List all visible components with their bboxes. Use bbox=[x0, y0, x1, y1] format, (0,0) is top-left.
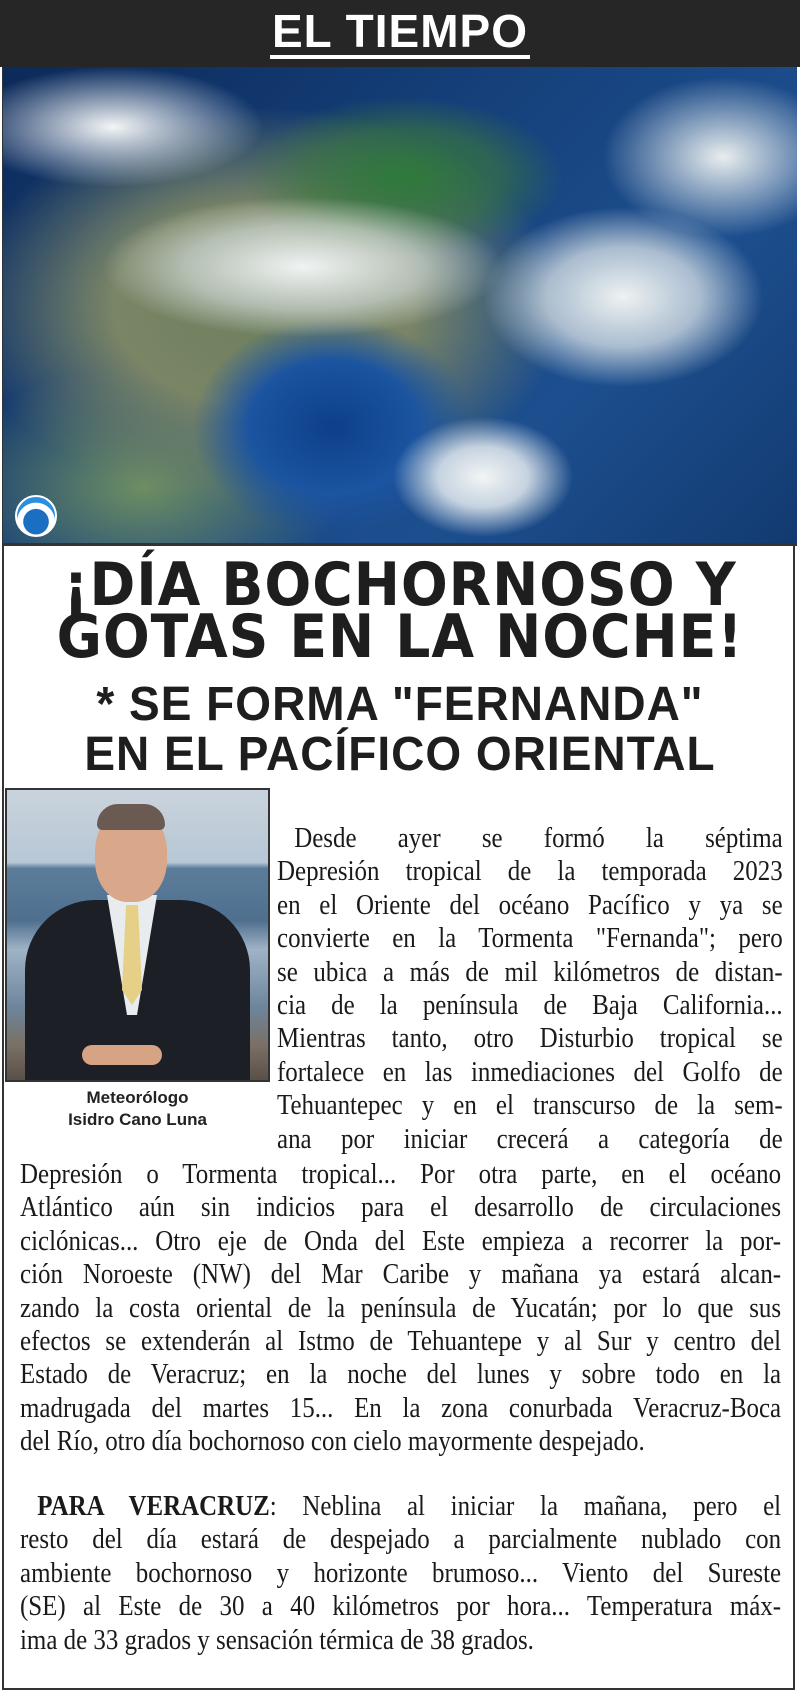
subheadline-line-2: EN EL PACÍFICO ORIENTAL bbox=[84, 725, 716, 781]
subheadline-line-1: * SE FORMA "FERNANDA" bbox=[96, 675, 704, 731]
article-line: resto del día estará de despejado a parcialmente nublado con bbox=[20, 1523, 782, 1556]
article-line: Depresión tropical de la temporada 2023 bbox=[277, 855, 783, 888]
meteorologist-photo bbox=[5, 788, 270, 1082]
article-column-text bbox=[277, 822, 800, 1156]
article-line: PARA VERACRUZ: Neblina al iniciar la mañana, pero el bbox=[37, 1490, 782, 1522]
article-line: Depresión o Tormenta tropical... Por otra parte, en el océano bbox=[20, 1158, 782, 1190]
article-line: Estado de Veracruz; en la noche del lunes y sobre todo en la bbox=[20, 1358, 782, 1391]
article-line: efectos se extenderán al Istmo de Tehuantepe y al Sur y centro del bbox=[20, 1324, 782, 1357]
article-line: ciclónicas... Otro eje de Onda del Este empieza a recorrer la por- bbox=[20, 1224, 782, 1257]
article-line: Tehuantepec y en el transcurso de la sem- bbox=[277, 1089, 783, 1122]
photo-caption-title: Meteorólogo bbox=[86, 1088, 189, 1107]
article-line: ana por iniciar crecerá a categoría de bbox=[277, 1122, 783, 1155]
article-line: convierte en la Tormenta "Fernanda"; pero bbox=[277, 922, 783, 955]
article-line: Desde ayer se formó la séptima bbox=[294, 822, 783, 854]
section-header bbox=[0, 0, 800, 67]
satellite-image bbox=[3, 67, 797, 546]
veracruz-lead: PARA VERACRUZ bbox=[37, 1490, 270, 1522]
article-line: ima de 33 grados y sensación térmica de 38 grados. bbox=[20, 1623, 534, 1656]
article-line: madrugada del martes 15... En la zona conurbada Veracruz-Boca bbox=[20, 1391, 782, 1424]
article-line: (SE) al Este de 30 a 40 kilómetros por hora... Temperatura máx- bbox=[20, 1590, 782, 1623]
article-line: se ubica a más de mil kilómetros de distan- bbox=[277, 955, 783, 988]
headline-line-1: ¡DÍA BOCHORNOSO Y bbox=[63, 550, 737, 620]
veracruz-forecast-text bbox=[20, 1490, 800, 1657]
article-line: en el Oriente del océano Pacífico y ya se bbox=[277, 888, 783, 921]
noaa-logo-icon bbox=[15, 495, 57, 537]
section-title: EL TIEMPO bbox=[271, 5, 529, 57]
article-line: Mientras tanto, otro Disturbio tropical se bbox=[277, 1022, 783, 1055]
article-line: fortalece en las inmediaciones del Golfo de bbox=[277, 1055, 783, 1088]
article-line: cia de la península de Baja California... bbox=[277, 988, 783, 1021]
article-line: ción Noroeste (NW) del Mar Caribe y mañana ya estará alcan- bbox=[20, 1258, 782, 1291]
photo-caption-name: Isidro Cano Luna bbox=[68, 1110, 207, 1129]
headline-line-2: GOTAS EN LA NOCHE! bbox=[56, 602, 744, 672]
article-line: ambiente bochornoso y horizonte brumoso... Viento del Sureste bbox=[20, 1556, 782, 1589]
article-line: zando la costa oriental de la península de Yucatán; por lo que sus bbox=[20, 1291, 782, 1324]
article-line: Atlántico aún sin indicios para el desarrollo de circulaciones bbox=[20, 1191, 782, 1224]
article-line: del Río, otro día bochornoso con cielo mayormente despejado. bbox=[20, 1425, 645, 1458]
article-body-text bbox=[20, 1158, 800, 1459]
